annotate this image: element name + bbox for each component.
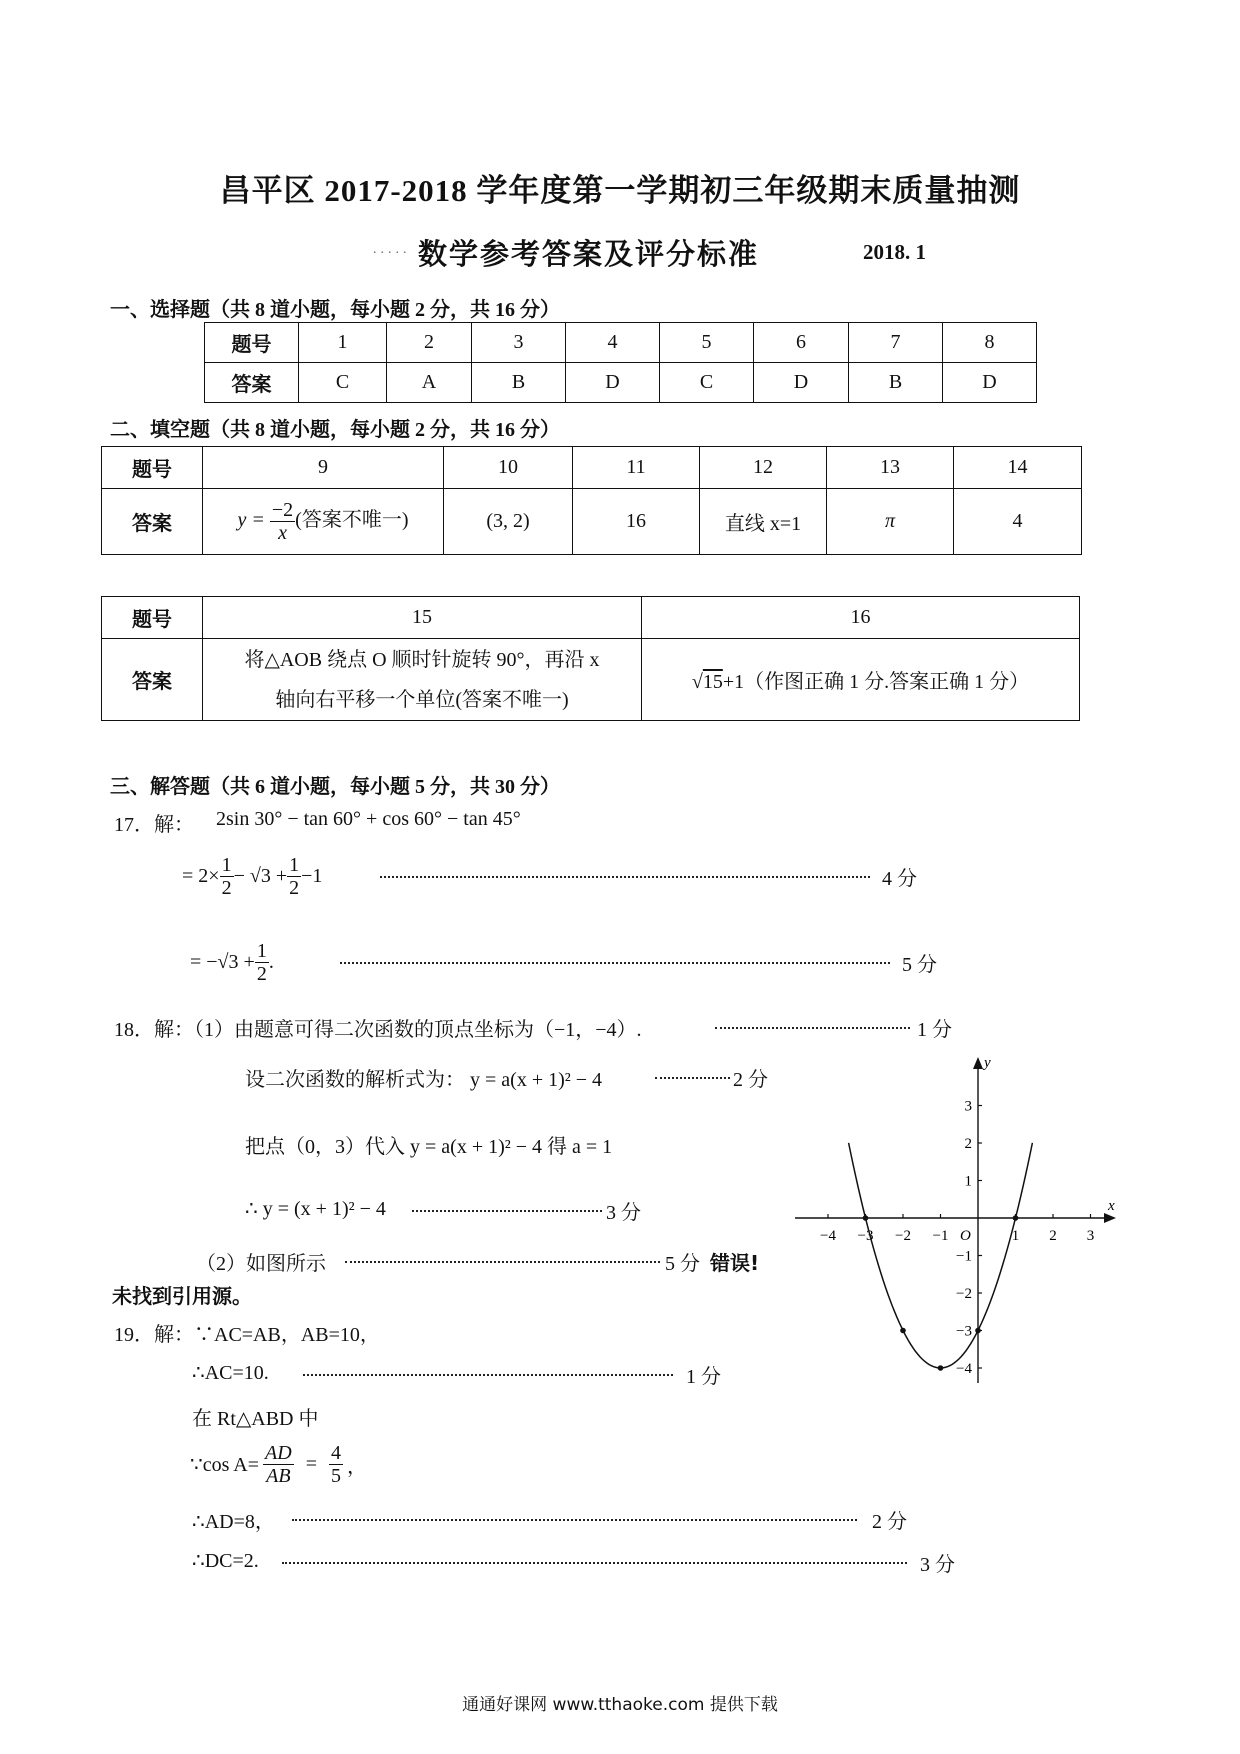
dotted-leader bbox=[380, 876, 870, 878]
table-cell: B bbox=[849, 363, 943, 403]
q15-answer-cell bbox=[203, 639, 642, 721]
q19-line6: ∴DC=2. bbox=[192, 1550, 259, 1572]
q18-score4: 3 分 bbox=[606, 1202, 641, 1224]
table-cell: 1 bbox=[299, 323, 387, 363]
y-axis-arrow bbox=[973, 1057, 983, 1069]
table-cell: 16 bbox=[573, 489, 700, 555]
q18-line4: ∴ y = (x + 1)² − 4 bbox=[245, 1198, 386, 1220]
q18-line2: 设二次函数的解析式为： y = a(x + 1)² − 4 bbox=[245, 1069, 603, 1091]
reference-error-cont: 未找到引用源。 bbox=[112, 1284, 252, 1308]
data-point bbox=[938, 1365, 944, 1371]
fraction-numerator: −2 bbox=[271, 499, 294, 521]
fraction-denominator: 2 bbox=[221, 876, 232, 899]
q19-line2: ∴AC=10. bbox=[192, 1362, 269, 1384]
table-cell: D bbox=[943, 363, 1037, 403]
table-cell: (3, 2) bbox=[444, 489, 573, 555]
q18-line5: （2）如图所示 bbox=[196, 1253, 326, 1275]
table-cell: 5 bbox=[660, 323, 754, 363]
fraction-denominator: 5 bbox=[330, 1464, 341, 1487]
table-cell: 直线 x=1 bbox=[700, 489, 827, 555]
y-tick-label: −2 bbox=[956, 1286, 972, 1302]
table-cell: π bbox=[827, 489, 954, 555]
step-text: ， bbox=[346, 1455, 367, 1478]
table-cell: 14 bbox=[954, 447, 1082, 489]
fraction-denominator: AB bbox=[266, 1464, 291, 1487]
table-cell: 11 bbox=[573, 447, 700, 489]
dotted-leader bbox=[340, 962, 890, 964]
q17-score2: 5 分 bbox=[902, 954, 937, 976]
y-tick-label: −3 bbox=[956, 1323, 972, 1340]
q18-score1: 1 分 bbox=[917, 1019, 952, 1041]
table-header-no: 题号 bbox=[102, 447, 203, 489]
table-header-ans: 答案 bbox=[102, 639, 203, 721]
table-cell: 16 bbox=[642, 597, 1080, 639]
data-point bbox=[900, 1328, 906, 1334]
parabola-curve bbox=[849, 1143, 1033, 1368]
half-fraction bbox=[220, 854, 234, 899]
dotted-leader bbox=[292, 1519, 857, 1521]
x-tick-label: −3 bbox=[857, 1228, 874, 1244]
step-text: . bbox=[268, 950, 274, 973]
q17-label: 17．解： bbox=[114, 814, 194, 836]
footer-text: 通通好课网 www.tthaoke.com 提供下载 bbox=[462, 1695, 778, 1715]
table-cell: D bbox=[566, 363, 660, 403]
table-cell: 15 bbox=[203, 597, 642, 639]
table-cell: B bbox=[472, 363, 566, 403]
fraction-denominator: x bbox=[278, 522, 287, 544]
table-header-no: 题号 bbox=[102, 597, 203, 639]
table-cell: C bbox=[660, 363, 754, 403]
y-tick-label: 1 bbox=[964, 1173, 972, 1190]
value-fraction bbox=[329, 1442, 343, 1487]
q19-score6: 3 分 bbox=[920, 1554, 955, 1576]
x-tick-label: 3 bbox=[1086, 1228, 1095, 1244]
table-cell: 7 bbox=[849, 323, 943, 363]
table-header-ans: 答案 bbox=[205, 363, 299, 403]
y-tick-label: −1 bbox=[956, 1248, 972, 1265]
q16-root: 15 bbox=[702, 671, 723, 693]
x-tick-label: −2 bbox=[895, 1228, 911, 1244]
page-subtitle: 数学参考答案及评分标准 bbox=[418, 239, 760, 271]
title-dots: ..... bbox=[373, 242, 411, 257]
q9-answer-cell bbox=[203, 489, 444, 555]
y-tick-label: 2 bbox=[964, 1136, 972, 1152]
page-title: 昌平区 2017-2018 学年度第一学期初三年级期末质量抽测 bbox=[219, 173, 1021, 208]
section1-heading: 一、选择题（共 8 道小题，每小题 2 分，共 16 分） bbox=[110, 299, 560, 321]
origin-label: O bbox=[960, 1228, 971, 1244]
table-cell: D bbox=[754, 363, 849, 403]
dotted-leader bbox=[715, 1027, 910, 1029]
q19-score2: 1 分 bbox=[686, 1366, 721, 1388]
q17-expression: 2sin 30° − tan 60° + cos 60° − tan 45° bbox=[216, 808, 521, 830]
q19-line5: ∴AD=8， bbox=[192, 1511, 275, 1533]
q18-score2: 2 分 bbox=[733, 1069, 768, 1091]
half-fraction bbox=[255, 940, 269, 985]
data-point bbox=[975, 1328, 981, 1334]
q15-line1: 将△AOB 绕点 O 顺时针旋转 90°，再沿 x bbox=[244, 648, 600, 671]
x-tick-label: −4 bbox=[820, 1228, 836, 1244]
table-cell: 2 bbox=[387, 323, 472, 363]
cos-fraction bbox=[263, 1442, 294, 1487]
fill-answer-table-1 bbox=[101, 446, 1082, 555]
sqrt-sign: √ bbox=[691, 671, 703, 693]
fraction-numerator: 4 bbox=[330, 1441, 341, 1464]
table-header-no: 题号 bbox=[205, 323, 299, 363]
data-point bbox=[863, 1215, 869, 1221]
data-point bbox=[1013, 1215, 1019, 1221]
table-cell: 9 bbox=[203, 447, 444, 489]
y-tick-label: −4 bbox=[956, 1361, 972, 1377]
q9-prefix: y = bbox=[237, 509, 265, 532]
q19-line1: 19．解：∵AC=AB，AB=10， bbox=[114, 1324, 380, 1346]
q18-line3: 把点（0，3）代入 y = a(x + 1)² − 4 得 a = 1 bbox=[245, 1136, 613, 1158]
step-text: − √3 + bbox=[233, 864, 288, 887]
table-cell: A bbox=[387, 363, 472, 403]
q9-note: (答案不唯一) bbox=[295, 509, 409, 532]
q17-step1 bbox=[182, 846, 322, 906]
dotted-leader bbox=[303, 1374, 673, 1376]
step-text: ∵cos A= bbox=[190, 1453, 260, 1476]
x-tick-label: 2 bbox=[1049, 1228, 1057, 1244]
x-tick-label: −1 bbox=[932, 1228, 949, 1244]
fill-answer-table-2 bbox=[101, 596, 1080, 721]
q19-score5: 2 分 bbox=[872, 1511, 907, 1533]
half-fraction bbox=[287, 854, 301, 899]
table-cell: 8 bbox=[943, 323, 1037, 363]
y-axis-label: y bbox=[984, 1055, 991, 1071]
table-cell: 4 bbox=[954, 489, 1082, 555]
y-tick-label: 3 bbox=[964, 1098, 972, 1115]
table-cell: 12 bbox=[700, 447, 827, 489]
parabola-graph bbox=[790, 1055, 1130, 1395]
table-cell: C bbox=[299, 363, 387, 403]
step-text: −1 bbox=[301, 864, 323, 887]
dotted-leader bbox=[412, 1210, 602, 1212]
step-text: = 2× bbox=[182, 864, 220, 887]
q19-line4 bbox=[190, 1434, 367, 1494]
table-cell: 10 bbox=[444, 447, 573, 489]
reference-error: 错误! bbox=[710, 1251, 760, 1275]
q17-step2 bbox=[190, 932, 274, 992]
q9-fraction bbox=[270, 499, 295, 544]
table-header-ans: 答案 bbox=[102, 489, 203, 555]
dotted-leader bbox=[655, 1077, 730, 1079]
table-cell: 4 bbox=[566, 323, 660, 363]
date-label: 2018. 1 bbox=[863, 240, 926, 264]
q17-score1: 4 分 bbox=[882, 868, 917, 890]
q19-line3: 在 Rt△ABD 中 bbox=[192, 1408, 319, 1430]
fraction-denominator: 2 bbox=[289, 876, 300, 899]
fraction-numerator: 1 bbox=[289, 853, 300, 876]
q16-answer-cell bbox=[642, 639, 1080, 721]
table-cell: 6 bbox=[754, 323, 849, 363]
fraction-numerator: 1 bbox=[221, 853, 232, 876]
x-axis-arrow bbox=[1104, 1213, 1116, 1223]
fraction-numerator: AD bbox=[265, 1441, 292, 1464]
dotted-leader bbox=[282, 1562, 907, 1564]
choice-answer-table bbox=[204, 322, 1037, 403]
fraction-denominator: 2 bbox=[256, 962, 267, 985]
section3-heading: 三、解答题（共 6 道小题，每小题 5 分，共 30 分） bbox=[110, 776, 560, 798]
step-text: = −√3 + bbox=[190, 950, 255, 973]
step-text: = bbox=[305, 1452, 317, 1475]
x-tick-label: 1 bbox=[1011, 1228, 1020, 1244]
x-axis-label: x bbox=[1108, 1198, 1115, 1214]
q16-text: +1（作图正确 1 分.答案正确 1 分） bbox=[722, 671, 1030, 693]
q18-score5: 5 分 bbox=[665, 1253, 700, 1275]
dotted-leader bbox=[345, 1261, 660, 1263]
q18-line1: 18．解：（1）由题意可得二次函数的顶点坐标为（−1，−4）. bbox=[114, 1019, 642, 1041]
fraction-numerator: 1 bbox=[256, 939, 267, 962]
table-cell: 13 bbox=[827, 447, 954, 489]
section2-heading: 二、填空题（共 8 道小题，每小题 2 分，共 16 分） bbox=[110, 419, 560, 441]
q15-line2: 轴向右平移一个单位(答案不唯一) bbox=[275, 688, 569, 711]
table-cell: 3 bbox=[472, 323, 566, 363]
